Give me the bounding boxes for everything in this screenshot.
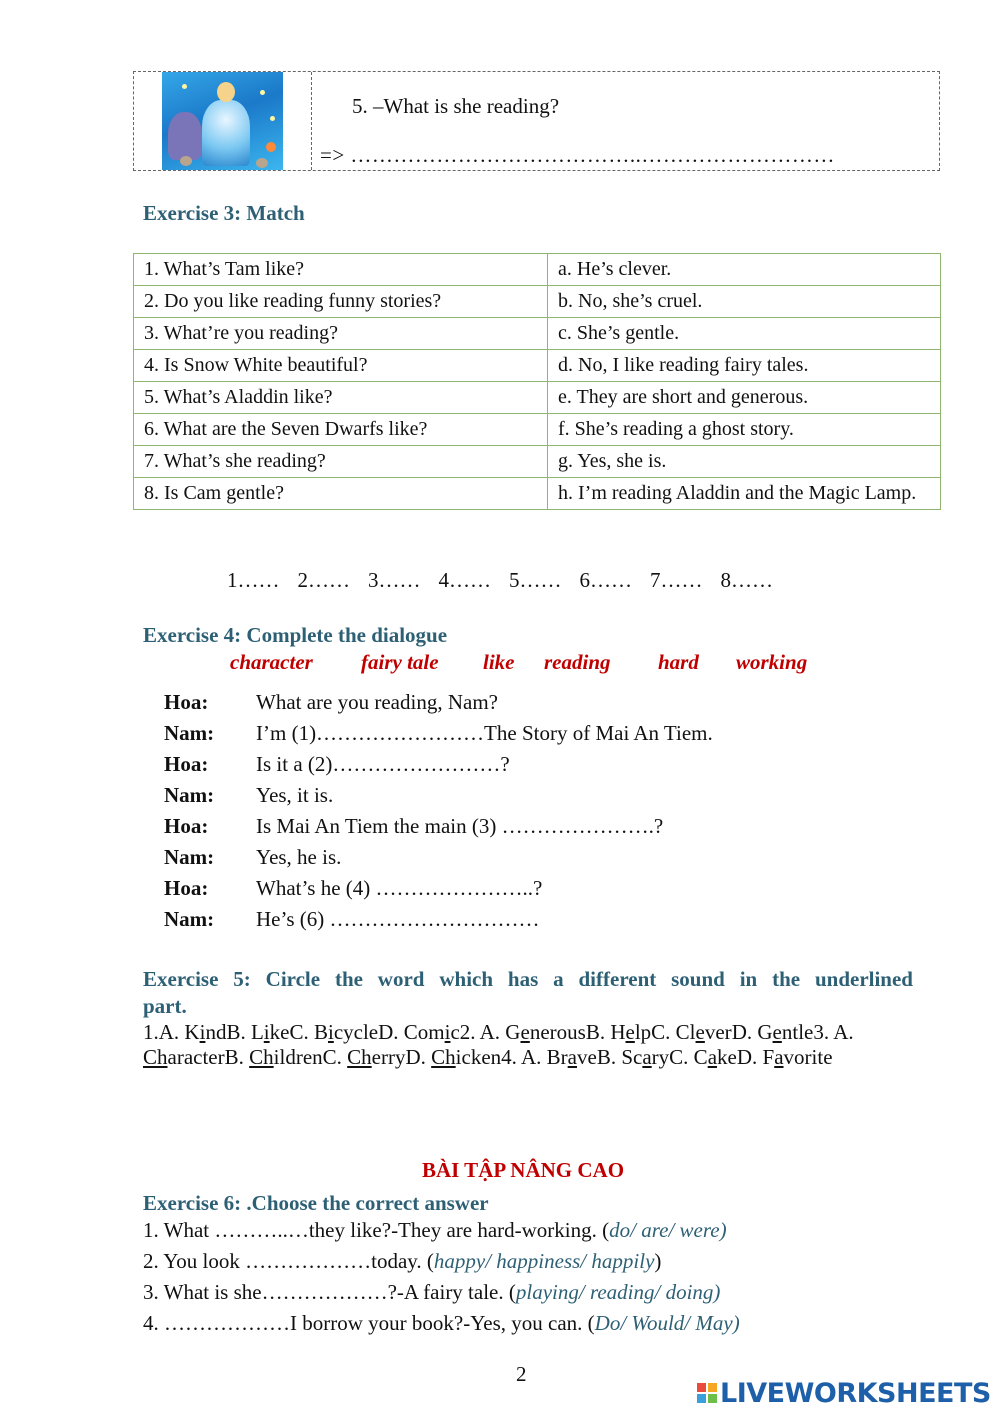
answer-slot[interactable]: 1…… [227, 568, 280, 592]
advanced-heading: BÀI TẬP NÂNG CAO [421, 1158, 625, 1182]
option-text: nd [205, 1020, 227, 1044]
match-table [133, 253, 941, 510]
exercise-6-title: Exercise 6: .Choose the correct answer [143, 1191, 489, 1215]
underlined-part: i [263, 1020, 270, 1044]
option-text: nerous [529, 1020, 586, 1044]
underlined-part: Ch [431, 1045, 456, 1069]
underlined-part: Ch [347, 1045, 372, 1069]
option-text: ntle [781, 1020, 814, 1044]
word-bank-item: reading [544, 650, 611, 674]
option-text: erry [371, 1045, 406, 1069]
option-text: lp [634, 1020, 652, 1044]
word-bank [0, 650, 1000, 676]
match-row [134, 478, 941, 510]
match-row [134, 318, 941, 350]
question-5: 5. –What is she reading? [352, 94, 560, 118]
underlined-part: e [695, 1020, 705, 1044]
choice-options: Do/ Would/ May) [594, 1311, 740, 1335]
match-row [134, 414, 941, 446]
match-answer: g. Yes, she is. [548, 446, 941, 478]
option-text: D. [405, 1045, 432, 1069]
match-row [134, 446, 941, 478]
underlined-part: a [567, 1045, 577, 1069]
option-text: ke [717, 1045, 737, 1069]
sound-option[interactable] [143, 1020, 226, 1044]
underlined-part: a [707, 1045, 718, 1069]
exercise-4-title: Exercise 4: Complete the dialogue [143, 623, 448, 647]
underlined-part: Ch [249, 1045, 274, 1069]
sound-options [143, 1020, 903, 1130]
sound-option[interactable] [669, 1045, 737, 1069]
match-question: 3. What’re you reading? [134, 318, 548, 350]
dialogue-speaker: Hoa: [164, 876, 209, 900]
exercise-6-items [143, 1218, 923, 1348]
cinderella-illustration [162, 72, 283, 170]
sound-option[interactable] [501, 1045, 597, 1069]
choice-close: ) [654, 1249, 662, 1273]
sound-option[interactable] [586, 1020, 651, 1044]
answer-slot[interactable]: 4…… [438, 568, 491, 592]
sound-option[interactable] [460, 1020, 586, 1044]
underlined-part: i [444, 1020, 451, 1044]
option-text: ildren [273, 1045, 323, 1069]
sound-option[interactable] [737, 1045, 833, 1069]
option-text: C. B [289, 1020, 328, 1044]
option-text: D. Com [378, 1020, 445, 1044]
option-text: ver [704, 1020, 732, 1044]
dialogue [164, 690, 924, 940]
sparkle [182, 84, 187, 89]
dialogue-line[interactable]: Is it a (2)……………………? [256, 752, 510, 776]
underlined-part: a [642, 1045, 652, 1069]
option-text: ke [269, 1020, 290, 1044]
option-text: 2. A. G [459, 1020, 521, 1044]
match-question: 4. Is Snow White beautiful? [134, 350, 548, 382]
option-text: c [450, 1020, 460, 1044]
sound-option[interactable] [405, 1045, 501, 1069]
dialogue-line[interactable]: He’s (6) ………………………… [256, 907, 540, 931]
choice-options: do/ are/ were) [609, 1218, 727, 1242]
answer-slot[interactable]: 7…… [650, 568, 703, 592]
option-text: B. [224, 1045, 250, 1069]
option-text: 4. A. Br [501, 1045, 568, 1069]
option-text: C. [322, 1045, 348, 1069]
match-answer: e. They are short and generous. [548, 382, 941, 414]
match-row [134, 382, 941, 414]
choice-item[interactable] [143, 1249, 661, 1274]
choice-question: 3. What is she………………?-A fairy tale. ( [143, 1280, 516, 1304]
underlined-part: Ch [143, 1045, 168, 1069]
exercise-3-title: Exercise 3: Match [143, 201, 305, 225]
match-answer: d. No, I like reading fairy tales. [548, 350, 941, 382]
sound-option[interactable] [597, 1045, 669, 1069]
sound-option[interactable] [378, 1020, 460, 1044]
dialogue-speaker: Nam: [164, 783, 215, 807]
answer-slot[interactable]: 5…… [509, 568, 562, 592]
match-row [134, 286, 941, 318]
logo-icon [697, 1383, 717, 1403]
fairy-godmother-figure [168, 112, 202, 160]
match-answer: h. I’m reading Aladdin and the Magic Lamp. [548, 478, 941, 510]
option-text: D. G [731, 1020, 773, 1044]
dialogue-line[interactable]: Yes, he is. [256, 845, 342, 869]
exercise-5-title-line1: Exercise 5: Circle the word which has a different sound in the underlined [143, 967, 913, 991]
match-question: 2. Do you like reading funny stories? [134, 286, 548, 318]
answer-slot[interactable]: 6…… [579, 568, 632, 592]
match-row [134, 254, 941, 286]
sound-option[interactable] [732, 1020, 814, 1044]
sound-option[interactable] [323, 1045, 406, 1069]
choice-item[interactable] [143, 1280, 720, 1305]
option-text: ry [651, 1045, 670, 1069]
logo-text: LIVEWORKSHEETS [720, 1377, 991, 1409]
underlined-part: e [625, 1020, 635, 1044]
mouse-figure [180, 156, 192, 166]
match-question: 1. What’s Tam like? [134, 254, 548, 286]
answer-slot[interactable]: 3…… [368, 568, 421, 592]
dialogue-speaker: Hoa: [164, 752, 209, 776]
choice-question: 2. You look ………………today. ( [143, 1249, 434, 1273]
sound-option[interactable] [289, 1020, 378, 1044]
match-question: 5. What’s Aladdin like? [134, 382, 548, 414]
dialogue-line[interactable]: What’s he (4) …………………..? [256, 876, 543, 900]
sound-option[interactable] [651, 1020, 732, 1044]
match-answer: c. She’s gentle. [548, 318, 941, 350]
word-bank-item: hard [658, 650, 699, 674]
match-question: 8. Is Cam gentle? [134, 478, 548, 510]
option-text: ve [577, 1045, 597, 1069]
word-bank-item: character [230, 650, 313, 674]
dialogue-line[interactable]: Is Mai An Tiem the main (3) ………………….? [256, 814, 664, 838]
choice-options: happy/ happiness/ happily [433, 1249, 655, 1273]
choice-question: 1. What ………..…they like?-They are hard-working. ( [143, 1218, 610, 1242]
word-bank-item: like [483, 650, 515, 674]
option-text: C. C [669, 1045, 708, 1069]
option-text: 1.A. K [143, 1020, 200, 1044]
answer-line[interactable]: => …………………………………..……………………… [320, 143, 835, 167]
dialogue-line[interactable]: Yes, it is. [256, 783, 334, 807]
dialogue-speaker: Nam: [164, 907, 215, 931]
match-row [134, 350, 941, 382]
answer-slot[interactable]: 2…… [297, 568, 350, 592]
option-text: vorite [783, 1045, 833, 1069]
match-question: 6. What are the Seven Dwarfs like? [134, 414, 548, 446]
dialogue-speaker: Nam: [164, 721, 215, 745]
choice-question: 4. ………………I borrow your book?-Yes, you can. ( [143, 1311, 595, 1335]
flower-decoration [266, 142, 276, 152]
word-bank-item: working [736, 650, 808, 674]
exercise-5-title [143, 967, 913, 992]
cinderella-gown [202, 100, 250, 166]
sparkle [260, 90, 265, 95]
dialogue-line[interactable]: What are you reading, Nam? [256, 690, 498, 714]
page-number: 2 [516, 1362, 527, 1386]
underlined-part: e [520, 1020, 530, 1044]
option-text: aracter [167, 1045, 225, 1069]
mouse-figure [256, 158, 268, 168]
dialogue-speaker: Hoa: [164, 690, 209, 714]
sound-option[interactable] [225, 1045, 323, 1069]
match-question: 7. What’s she reading? [134, 446, 548, 478]
underlined-part: e [772, 1020, 782, 1044]
match-answer: a. He’s clever. [548, 254, 941, 286]
choice-item[interactable] [143, 1311, 740, 1336]
match-answer: f. She’s reading a ghost story. [548, 414, 941, 446]
box-divider [311, 72, 312, 170]
choice-options: playing/ reading/ doing) [515, 1280, 721, 1304]
option-text: C. Cl [651, 1020, 696, 1044]
option-text: cycle [333, 1020, 379, 1044]
option-text: icken [455, 1045, 502, 1069]
liveworksheets-logo [697, 1378, 991, 1408]
cinderella-head [217, 82, 235, 102]
match-answer-slots [0, 568, 1000, 593]
exercise-5-title-line2: part. [143, 994, 187, 1018]
option-text: B. L [226, 1020, 264, 1044]
dialogue-speaker: Hoa: [164, 814, 209, 838]
match-answer: b. No, she’s cruel. [548, 286, 941, 318]
option-text: D. F [736, 1045, 775, 1069]
option-text: B. H [585, 1020, 626, 1044]
underlined-part: a [774, 1045, 784, 1069]
underlined-part: i [327, 1020, 334, 1044]
answer-slot[interactable]: 8…… [720, 568, 773, 592]
underlined-part: i [199, 1020, 206, 1044]
word-bank-item: fairy tale [361, 650, 439, 674]
option-text: 3. A. [813, 1020, 854, 1044]
choice-item[interactable] [143, 1218, 727, 1243]
dialogue-line[interactable]: I’m (1)……………………The Story of Mai An Tiem. [256, 721, 713, 745]
dialogue-speaker: Nam: [164, 845, 215, 869]
sound-option[interactable] [226, 1020, 289, 1044]
sparkle [270, 116, 275, 121]
option-text: B. Sc [596, 1045, 643, 1069]
